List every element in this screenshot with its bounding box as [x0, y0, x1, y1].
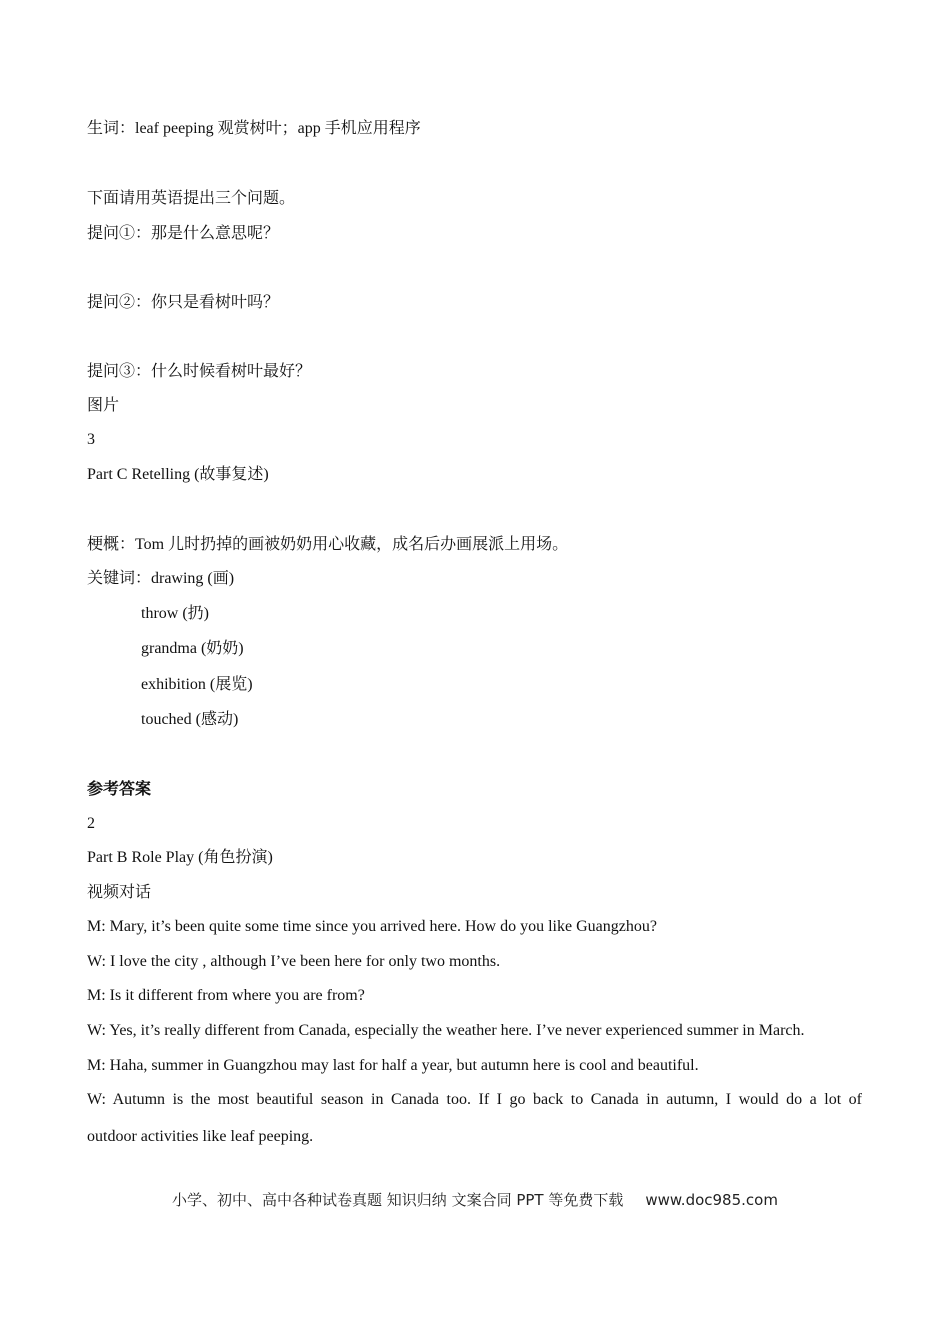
answers-number: 2: [87, 815, 95, 832]
keyword-item: throw (扔): [141, 605, 209, 622]
dialogue-line: M: Haha, summer in Guangzhou may last for half a year, but autumn here is cool and beautiful.: [87, 1057, 699, 1074]
keyword-item: exhibition (展览): [141, 676, 253, 693]
vocab-line: 生词：leaf peeping 观赏树叶；app 手机应用程序: [87, 120, 421, 137]
dialogue-line: M: Is it different from where you are from?: [87, 987, 365, 1004]
dialogue-line: M: Mary, it’s been quite some time since you arrived here. How do you like Guangzhou?: [87, 918, 657, 935]
video-label: 视频对话: [87, 884, 152, 901]
footer-text: 小学、初中、高中各种试卷真题 知识归纳 文案合同 PPT 等免费下载: [172, 1191, 624, 1209]
dialogue-line: W: I love the city , although I’ve been here for only two months.: [87, 953, 501, 970]
part-b-title: Part B Role Play (角色扮演): [87, 849, 273, 866]
question-2: 提问②：你只是看树叶吗？: [87, 294, 280, 311]
question-3: 提问③：什么时候看树叶最好？: [87, 363, 312, 380]
keywords-label: 关键词：drawing (画): [87, 570, 235, 587]
part-c-summary: 梗概：Tom 儿时扔掉的画被奶奶用心收藏，成名后办画展派上用场。: [87, 536, 569, 553]
keyword-item: grandma (奶奶): [141, 640, 244, 657]
part-c-number: 3: [87, 431, 95, 448]
part-c-title: Part C Retelling (故事复述): [87, 466, 269, 483]
keyword-item: touched (感动): [141, 711, 239, 728]
answers-heading: 参考答案: [87, 781, 152, 798]
dialogue-line: outdoor activities like leaf peeping.: [87, 1128, 314, 1145]
question-1: 提问①：那是什么意思呢？: [87, 225, 280, 242]
footer-site-link[interactable]: www.doc985.com: [645, 1191, 778, 1209]
dialogue-line: W: Yes, it’s really different from Canada, especially the weather here. I’ve never experienced summer in March.: [87, 1022, 805, 1039]
page-footer: [0, 1190, 950, 1210]
picture-label: 图片: [87, 397, 120, 414]
questions-intro: 下面请用英语提出三个问题。: [87, 190, 296, 207]
dialogue-line: W: Autumn is the most beautiful season in Canada too. If I go back to Canada in autumn, I would do a lot of: [87, 1091, 862, 1108]
